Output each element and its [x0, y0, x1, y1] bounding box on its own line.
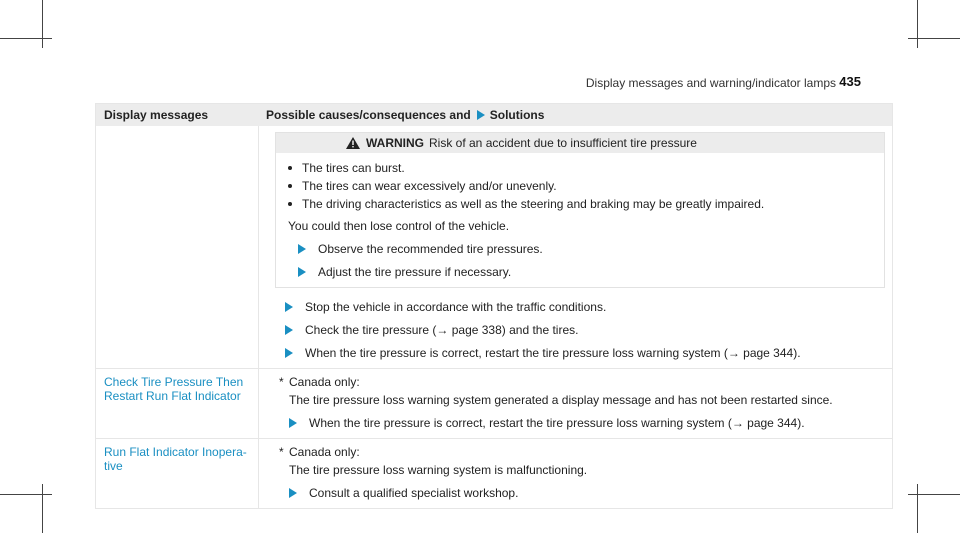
- crop-mark: [917, 0, 918, 48]
- page-number: 435: [839, 74, 861, 89]
- warning-triangle-icon: [346, 137, 360, 149]
- canada-note: * Canada only:: [279, 445, 360, 459]
- step-arrow-icon: [298, 267, 306, 277]
- step-arrow-icon: [298, 244, 306, 254]
- solution-arrow-icon: [477, 110, 485, 120]
- list-item: The tires can burst.: [288, 161, 876, 175]
- crop-mark: [917, 484, 918, 533]
- canada-note: * Canada only:: [279, 375, 360, 389]
- messages-table: [95, 103, 893, 509]
- header-solutions-label: Solutions: [489, 108, 545, 122]
- warning-box: [275, 132, 885, 288]
- display-message: Run Flat Indicator Inopera- tive: [104, 445, 247, 473]
- crop-mark: [0, 38, 52, 39]
- warning-header: [276, 133, 884, 153]
- step-arrow-icon: [285, 302, 293, 312]
- table-row: [96, 438, 892, 508]
- running-header: Display messages and warning/indicator lamps: [585, 76, 836, 90]
- warning-body: [276, 153, 884, 287]
- step: Adjust the tire pressure if necessary.: [298, 265, 876, 279]
- table-row: [96, 368, 892, 438]
- warning-text: Risk of an accident due to insufficient tire pressure: [429, 136, 697, 150]
- bullet-icon: [288, 184, 292, 188]
- table-row: [96, 126, 892, 368]
- crop-mark: [42, 484, 43, 533]
- bullet-icon: [288, 202, 292, 206]
- step: Observe the recommended tire pressures.: [298, 242, 876, 256]
- crop-mark: [908, 38, 960, 39]
- causes-cell: [258, 126, 892, 368]
- header-display-messages: Display messages: [104, 108, 209, 122]
- table-header: [96, 104, 892, 126]
- causes-cell: [258, 439, 892, 508]
- step: When the tire pressure is correct, restart the tire pressure loss warning system (→ page 344).: [289, 416, 884, 430]
- bullet-icon: [288, 166, 292, 170]
- step: Stop the vehicle in accordance with the traffic conditions.: [285, 300, 885, 314]
- crop-mark: [908, 494, 960, 495]
- warning-label: WARNING: [366, 136, 424, 150]
- header-causes: [258, 104, 892, 126]
- step-arrow-icon: [289, 418, 297, 428]
- message-cell-empty: [96, 126, 258, 368]
- step-arrow-icon: [285, 348, 293, 358]
- list-item: The driving characteristics as well as the steering and braking may be greatly impaired.: [288, 197, 876, 211]
- list-item: The tires can wear excessively and/or unevenly.: [288, 179, 876, 193]
- cause-text: The tire pressure loss warning system generated a display message and has not been restarted since.: [289, 393, 833, 407]
- crop-mark: [42, 0, 43, 48]
- crop-mark: [0, 494, 52, 495]
- header-causes-label: Possible causes/consequences and: [266, 108, 471, 122]
- causes-cell: [258, 369, 892, 438]
- cause-text: The tire pressure loss warning system is malfunctioning.: [289, 463, 588, 477]
- step: When the tire pressure is correct, restart the tire pressure loss warning system (→ page 344).: [285, 346, 885, 360]
- step-arrow-icon: [285, 325, 293, 335]
- display-message: Check Tire Pressure Then Restart Run Flat Indicator: [104, 375, 244, 403]
- step: Check the tire pressure (→ page 338) and the tires.: [285, 323, 885, 337]
- step: Consult a qualified specialist workshop.: [289, 486, 884, 500]
- step-arrow-icon: [289, 488, 297, 498]
- warning-note: You could then lose control of the vehicle.: [288, 219, 510, 233]
